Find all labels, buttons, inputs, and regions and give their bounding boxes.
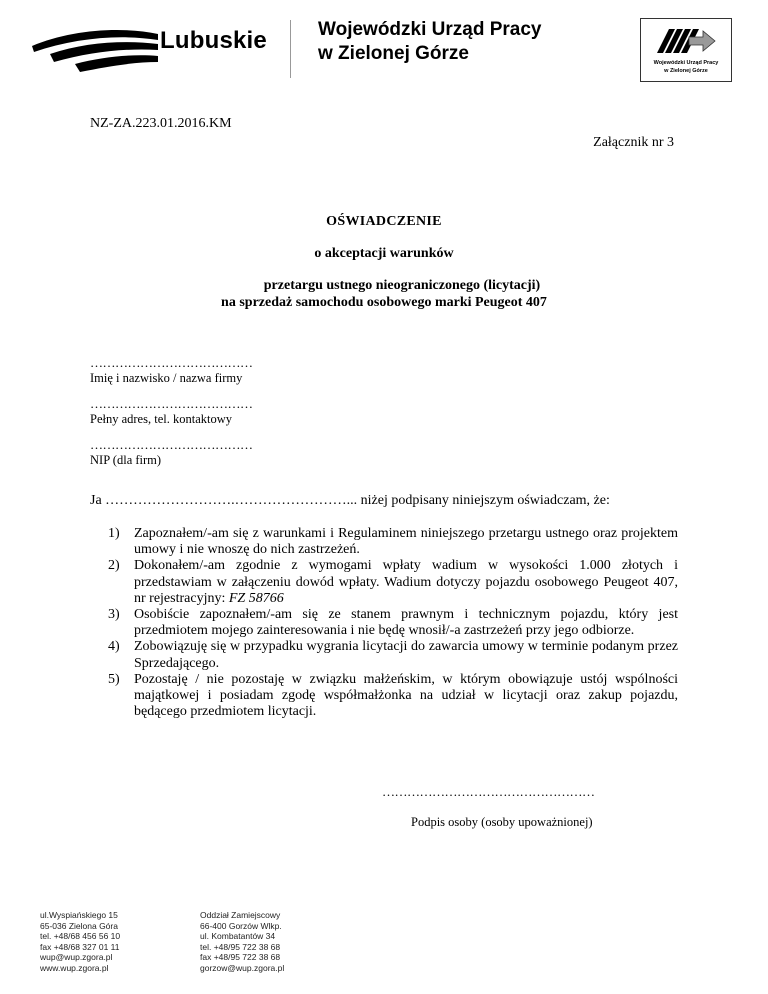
footer-line: 66-400 Gorzów Wlkp. (200, 920, 282, 931)
annex-label: Załącznik nr 3 (593, 135, 674, 150)
footer-website[interactable]: www.wup.zgora.pl (40, 962, 109, 973)
declaration-list (90, 526, 678, 720)
wup-logo-text (641, 59, 731, 75)
item-number: 3) (108, 607, 120, 623)
wup-logo-text-line2: w Zielonej Górze (664, 68, 708, 74)
list-item (90, 639, 678, 671)
footer-email[interactable]: wup@wup.zgora.pl (40, 952, 113, 963)
item-text: Pozostaję / nie pozostaję w związku małżeńskim, w którym obowiązuje ustój wspólności majątkowej i posiadam zgodę współmałżonka na udział w licytacji oraz zakup pojazdu, będącego przedmiotem licytacji. (134, 671, 678, 720)
footer-branch-office (200, 910, 284, 974)
registration-number: FZ 58766 (228, 590, 284, 606)
footer-main-office (40, 910, 120, 974)
document-title: OŚWIADCZENIE (326, 214, 442, 229)
field-label: NIP (dla firm) (90, 453, 162, 467)
field-nip (90, 437, 253, 468)
field-address (90, 396, 253, 427)
footer-line: ul.Wyspiańskiego 15 (40, 910, 118, 920)
region-name: Lubuskie (160, 27, 267, 54)
field-label: Pełny adres, tel. kontaktowy (90, 412, 232, 426)
declaration-intro: Ja ……………………….……………………... niżej podpisany niniejszym oświadczam, że: (90, 493, 610, 508)
subject-line-2: na sprzedaż samochodu osobowego marki Peugeot 407 (221, 295, 547, 310)
list-item (90, 672, 678, 721)
item-text: Zobowiązuję się w przypadku wygrania licytacji do zawarcia umowy w terminie podanym przez Sprzedającego. (134, 639, 678, 671)
list-item (90, 607, 678, 639)
document-subtitle: o akceptacji warunków (314, 246, 454, 261)
item-number: 2) (108, 558, 120, 574)
office-title-line1: Wojewódzki Urząd Pracy (318, 19, 542, 40)
field-name (90, 355, 253, 386)
signature-dots: …………………………………………… (382, 784, 595, 799)
list-item (90, 526, 678, 558)
footer-line: fax +48/68 327 01 11 (40, 941, 120, 952)
footer-line: Oddział Zamiejscowy (200, 910, 281, 920)
footer-line: tel. +48/95 722 38 68 (200, 941, 281, 952)
item-text: Osobiście zapoznałem/-am się ze stanem prawnym i technicznym pojazdu, który jest przedmiotem mojego zainteresowania i nie będę wnosił/-a zastrzeżeń przy jego odbiorze. (134, 607, 678, 639)
lubuskie-logo-icon (30, 20, 160, 80)
item-text: Zapoznałem/-am się z warunkami i Regulaminem niniejszego przetargu ustnego oraz projektem umowy i nie wnoszę do nich zastrzeżeń. (134, 526, 678, 558)
item-number: 5) (108, 671, 120, 687)
wup-logo-box (640, 18, 732, 82)
list-item (90, 558, 678, 607)
item-text: Dokonałem/-am zgodnie z wymogami wpłaty wadium w wysokości 1.000 złotych i przedstawiam w załączeniu dowód wpłaty. Wadium dotyczy pojazdu osobowego Peugeot 407, nr rejestracyjny: (134, 558, 678, 606)
footer-email[interactable]: gorzow@wup.zgora.pl (200, 962, 285, 973)
office-title (318, 18, 542, 66)
wup-logo-text-line1: Wojewódzki Urząd Pracy (653, 60, 719, 66)
footer-line: tel. +48/68 456 56 10 (40, 931, 121, 942)
item-number: 1) (108, 526, 120, 541)
footer-line: ul. Kombatantów 34 (200, 931, 276, 942)
item-number: 4) (108, 639, 120, 655)
field-dots: ………………………………… (90, 355, 253, 370)
reference-number: NZ-ZA.223.01.2016.KM (90, 116, 232, 131)
signature-label: Podpis osoby (osoby upoważnionej) (411, 815, 593, 829)
field-dots: ………………………………… (90, 437, 253, 452)
wup-arrows-icon (655, 25, 717, 57)
field-dots: ………………………………… (90, 396, 253, 411)
footer-line: 65-036 Zielona Góra (40, 920, 118, 931)
office-title-line2: w Zielonej Górze (318, 43, 469, 64)
footer-line: fax +48/95 722 38 68 (200, 952, 281, 963)
header-divider (290, 20, 291, 78)
field-label: Imię i nazwisko / nazwa firmy (90, 371, 243, 385)
subject-line-1: przetargu ustnego nieograniczonego (licytacji) (263, 278, 541, 293)
